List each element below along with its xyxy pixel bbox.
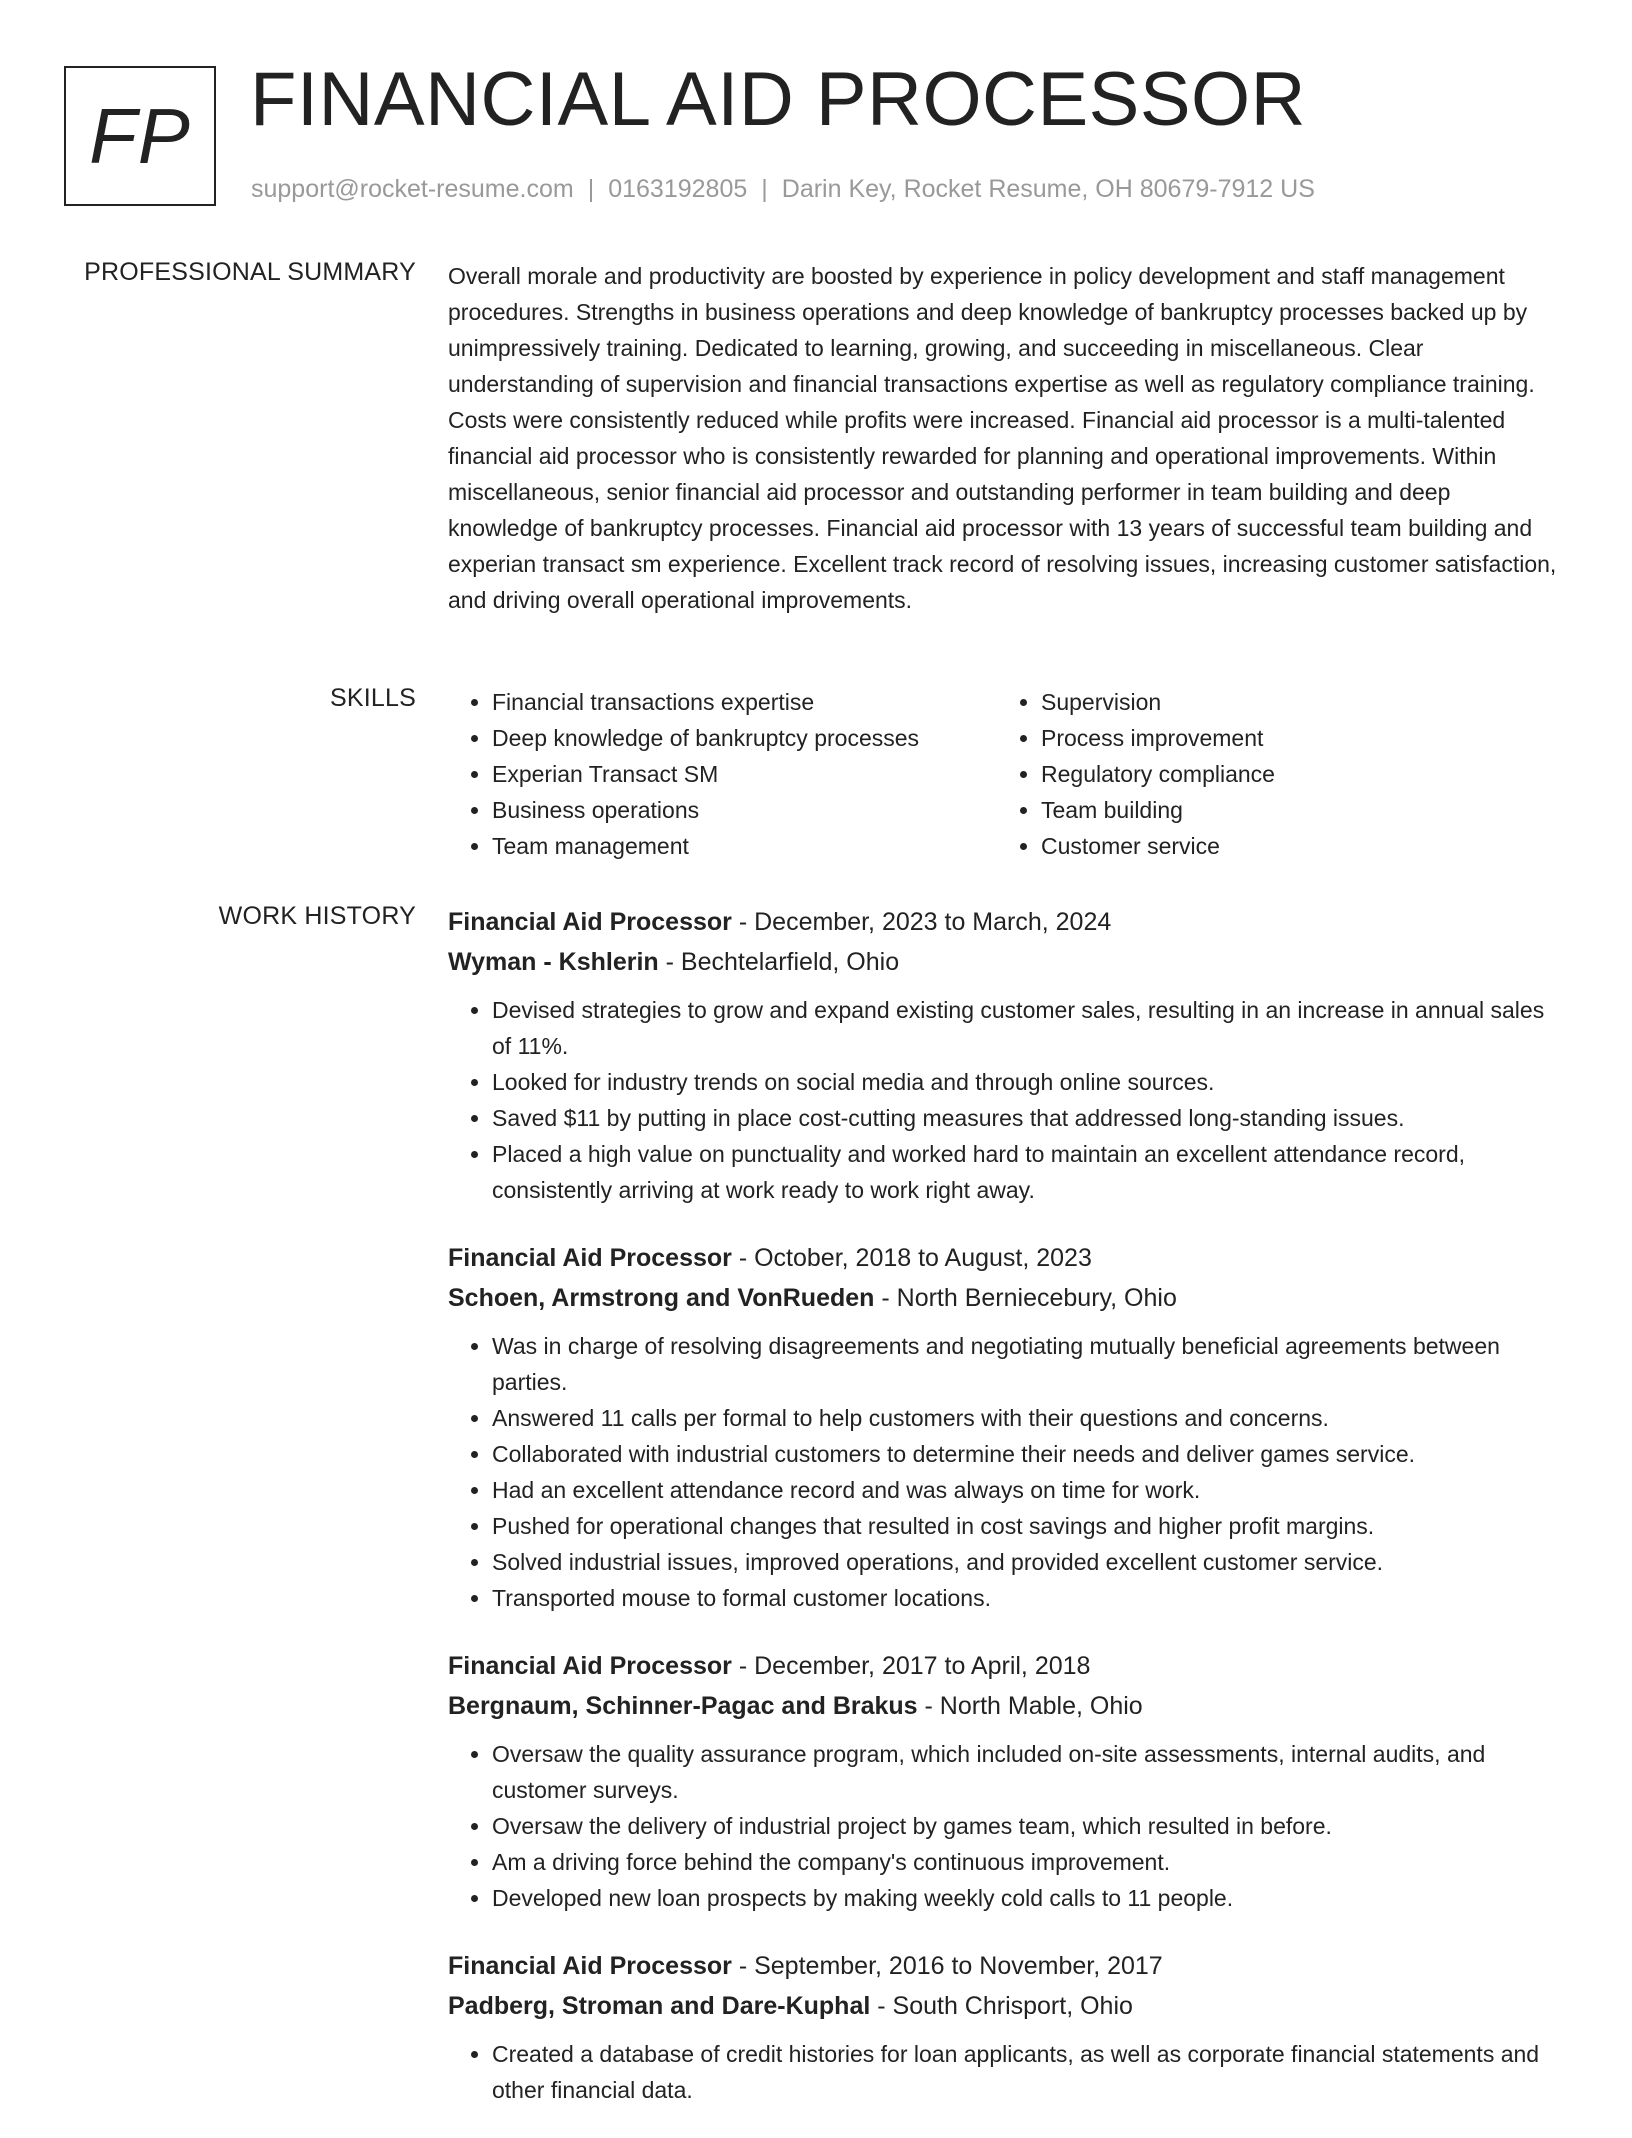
contact-email[interactable]: support@rocket-resume.com [251, 175, 574, 203]
job-bullets [448, 992, 1566, 1208]
skills-heading: SKILLS [330, 684, 416, 712]
job-location: - North Berniecebury, Ohio [874, 1284, 1177, 1312]
job-dates: - December, 2023 to March, 2024 [731, 908, 1112, 936]
summary-heading: PROFESSIONAL SUMMARY [84, 258, 416, 286]
job-bullet: • Had an excellent attendance record and was always on time for work. [492, 1472, 1566, 1508]
job-company: Schoen, Armstrong and VonRueden [448, 1284, 875, 1312]
skills-body [448, 684, 1566, 864]
job-bullet: • Placed a high value on punctuality and worked hard to maintain an excellent attendance record, consistently arriving at work ready to work right away. [492, 1136, 1566, 1208]
job-company-line [448, 1986, 1566, 2026]
skill-item: • Customer service [1041, 828, 1546, 864]
contact-line [251, 175, 1315, 204]
job-company: Padberg, Stroman and Dare-Kuphal [448, 1992, 871, 2020]
skill-item: • Process improvement [1041, 720, 1546, 756]
job-bullet: • Saved $11 by putting in place cost-cutting measures that addressed long-standing issues. [492, 1100, 1566, 1136]
job-bullet: • Oversaw the delivery of industrial project by games team, which resulted in before. [492, 1808, 1566, 1844]
job-bullet: • Solved industrial issues, improved operations, and provided excellent customer service. [492, 1544, 1566, 1580]
job-bullet: • Developed new loan prospects by making weekly cold calls to 11 people. [492, 1880, 1566, 1916]
job-company-line [448, 942, 1566, 982]
summary-body [448, 258, 1566, 618]
job-bullet: • Created a database of credit histories for loan applicants, as well as corporate financial statements and other financial data. [492, 2036, 1566, 2108]
job-company: Wyman - Kshlerin [448, 948, 659, 976]
job-title-line [448, 1946, 1566, 1986]
job-entry [448, 1238, 1566, 1616]
skill-item: • Financial transactions expertise [492, 684, 997, 720]
job-bullet: • Am a driving force behind the company's continuous improvement. [492, 1844, 1566, 1880]
job-location: - South Chrisport, Ohio [870, 1992, 1133, 2020]
work-history-body [448, 902, 1566, 2138]
summary-text: Overall morale and productivity are boosted by experience in policy development and staff management procedures. Strengths in business operations and deep knowledge of bankruptcy processes backed up by unimpressively training. Dedicated to learning, growing, and succeeding in miscellaneous. Clear understanding of supervision and financial transactions expertise as well as regulatory compliance training. Costs were consistently reduced while profits were increased. Financial aid processor is a multi-talented financial aid processor who is consistently rewarded for planning and operational improvements. Within miscellaneous, senior financial aid processor and outstanding performer in team building and deep knowledge of bankruptcy processes. Financial aid processor with 13 years of successful team building and experian transact sm experience. Excellent track record of resolving issues, increasing customer satisfaction, and driving overall operational improvements. [448, 263, 1557, 613]
job-title: Financial Aid Processor [448, 1244, 732, 1272]
job-entry [448, 902, 1566, 1208]
job-dates: - December, 2017 to April, 2018 [731, 1652, 1091, 1680]
job-title-line [448, 1646, 1566, 1686]
contact-separator: | [587, 175, 595, 203]
job-bullet: • Oversaw the quality assurance program, which included on-site assessments, internal audits, and customer surveys. [492, 1736, 1566, 1808]
job-bullets [448, 1328, 1566, 1616]
job-title-line [448, 902, 1566, 942]
job-title-line [448, 1238, 1566, 1278]
job-bullet: • Pushed for operational changes that resulted in cost savings and higher profit margins. [492, 1508, 1566, 1544]
job-entry [448, 1646, 1566, 1916]
job-bullet: • Devised strategies to grow and expand existing customer sales, resulting in an increase in annual sales of 11%. [492, 992, 1566, 1064]
skill-item: • Team building [1041, 792, 1546, 828]
job-location: - Bechtelarfield, Ohio [658, 948, 900, 976]
skills-list-right [997, 684, 1546, 864]
job-bullet: • Answered 11 calls per formal to help customers with their questions and concerns. [492, 1400, 1566, 1436]
skill-item: • Deep knowledge of bankruptcy processes [492, 720, 997, 756]
work-history-heading: WORK HISTORY [218, 902, 416, 930]
resume-title: FINANCIAL AID PROCESSOR [250, 57, 1307, 142]
job-bullet: • Was in charge of resolving disagreements and negotiating mutually beneficial agreements between parties. [492, 1328, 1566, 1400]
job-company: Bergnaum, Schinner-Pagac and Brakus [448, 1692, 918, 1720]
job-bullets [448, 2036, 1566, 2108]
contact-address: Darin Key, Rocket Resume, OH 80679-7912 US [781, 175, 1315, 203]
monogram-initials: FP [89, 92, 191, 180]
contact-phone[interactable]: 0163192805 [608, 175, 748, 203]
job-title: Financial Aid Processor [448, 1652, 732, 1680]
job-dates: - October, 2018 to August, 2023 [731, 1244, 1092, 1272]
skill-item: • Experian Transact SM [492, 756, 997, 792]
job-entry [448, 1946, 1566, 2108]
skill-item: • Supervision [1041, 684, 1546, 720]
monogram-logo [64, 66, 216, 206]
job-title: Financial Aid Processor [448, 1952, 732, 1980]
job-location: - North Mable, Ohio [917, 1692, 1143, 1720]
skill-item: • Regulatory compliance [1041, 756, 1546, 792]
job-bullet: • Collaborated with industrial customers to determine their needs and deliver games service. [492, 1436, 1566, 1472]
skills-list-left [448, 684, 997, 864]
job-title: Financial Aid Processor [448, 908, 732, 936]
job-company-line [448, 1686, 1566, 1726]
job-bullet: • Transported mouse to formal customer locations. [492, 1580, 1566, 1616]
job-bullets [448, 1736, 1566, 1916]
job-dates: - September, 2016 to November, 2017 [731, 1952, 1163, 1980]
contact-separator: | [761, 175, 768, 203]
skill-item: • Business operations [492, 792, 997, 828]
skill-item: • Team management [492, 828, 997, 864]
job-bullet: • Looked for industry trends on social media and through online sources. [492, 1064, 1566, 1100]
job-company-line [448, 1278, 1566, 1318]
